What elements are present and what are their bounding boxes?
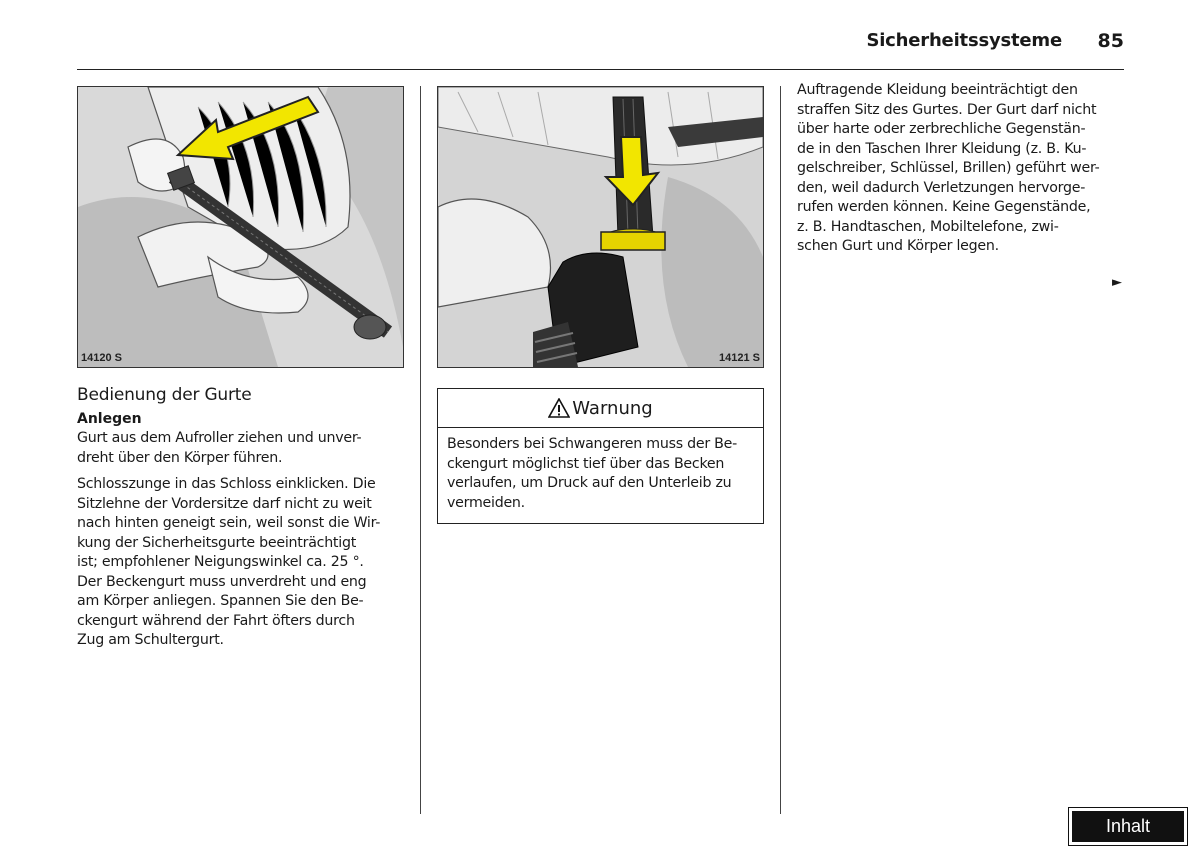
section-heading: Bedienung der Gurte <box>77 385 252 405</box>
warning-box <box>437 388 764 524</box>
paragraph: Schlosszunge in das Schloss einklicken. Die Sitzlehne der Vordersitze darf nicht zu weit nach hinten geneigt sein, weil sonst die Wir- kung der Sicherheitsgurte beeinträchtigt ist; empfohlener Neigungswinkel ca. 25 °. Der Beckengurt muss unverdreht und eng am Körper anliegen. Spannen Sie den Be- ckengurt während der Fahrt öfters durch Zug am Schultergurt. <box>77 476 381 648</box>
page-number: 85 <box>1097 30 1124 52</box>
inhalt-button[interactable]: Inhalt <box>1069 808 1187 845</box>
page-title: Sicherheitssysteme <box>866 30 1062 51</box>
paragraph: Gurt aus dem Aufroller ziehen und unver- dreht über den Körper führen. <box>77 430 362 466</box>
column-divider-right <box>780 86 781 814</box>
warning-title: Warnung <box>572 397 653 419</box>
warning-text: Besonders bei Schwangeren muss der Be- ckengurt möglichst tief über das Becken verlaufen, um Druck auf den Unterleib zu vermeiden. <box>447 436 738 511</box>
figure-label: 14121 S <box>719 352 760 364</box>
seatbelt-buckle-illustration <box>438 87 763 367</box>
column-divider-left <box>420 86 421 814</box>
continue-arrow-icon: ► <box>1112 275 1122 290</box>
header-divider <box>77 69 1124 70</box>
figure-seatbelt-pull <box>77 86 404 368</box>
warning-header <box>438 389 763 428</box>
paragraph: Auftragende Kleidung beeinträchtigt den straffen Sitz des Gurtes. Der Gurt darf nicht über harte oder zerbrechliche Gegenstän- de in den Taschen Ihrer Kleidung (z. B. Ku- gelschreiber, Schlüssel, Brillen) geführt wer- den, weil dadurch Verletzungen hervorge- rufen werden können. Keine Gegenstände, z. B. Handtaschen, Mobiltelefone, zwi- schen Gurt und Körper legen. <box>797 82 1100 254</box>
figure-label: 14120 S <box>81 352 122 364</box>
warning-triangle-icon <box>548 398 570 418</box>
figure-seatbelt-buckle <box>437 86 764 368</box>
seatbelt-pull-illustration <box>78 87 403 367</box>
subheading: Anlegen <box>77 411 142 427</box>
